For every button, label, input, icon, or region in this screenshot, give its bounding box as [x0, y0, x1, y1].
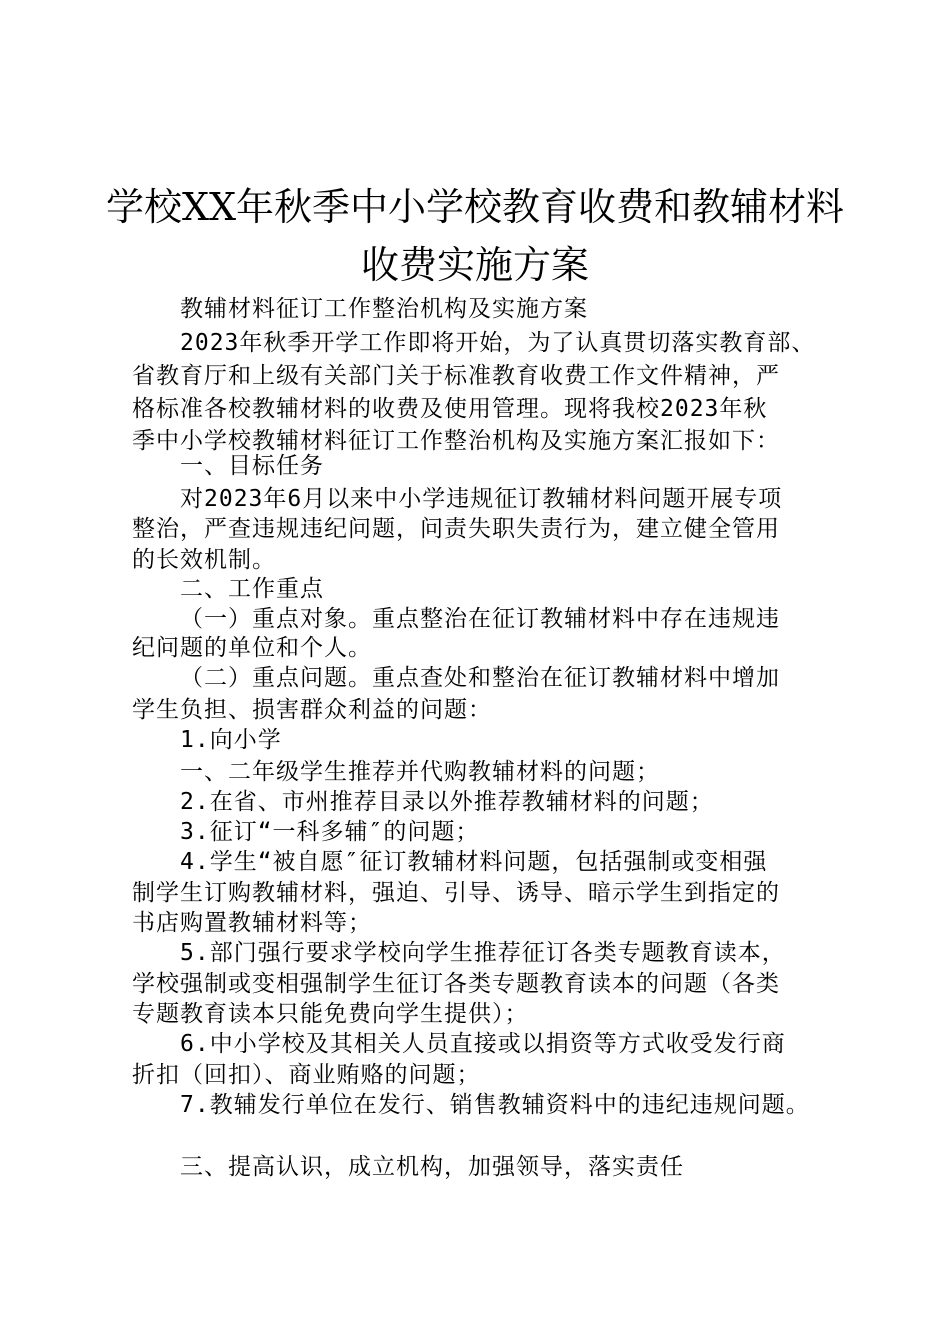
- list-item: 6.中小学校及其相关人员直接或以捐资等方式收受发行商: [180, 1031, 786, 1057]
- paragraph-line: （二）重点问题。重点查处和整治在征订教辅材料中增加: [180, 665, 780, 691]
- paragraph-line: 纪问题的单位和个人。: [132, 635, 372, 661]
- paragraph-line: 2023年秋季开学工作即将开始，为了认真贯切落实教育部、: [180, 330, 816, 356]
- subtitle-line: 教辅材料征订工作整治机构及实施方案: [180, 296, 588, 322]
- list-item: 7.教辅发行单位在发行、销售教辅资料中的违纪违规问题。: [180, 1092, 810, 1118]
- paragraph-line: 的长效机制。: [132, 547, 276, 573]
- paragraph-line: 省教育厅和上级有关部门关于标准教育收费工作文件精神，严: [132, 363, 780, 389]
- section-heading: 三、提高认识，成立机构，加强领导，落实责任: [180, 1154, 684, 1180]
- list-item: 2.在省、市州推荐目录以外推荐教辅材料的问题；: [180, 789, 714, 815]
- list-item: 书店购置教辅材料等；: [132, 910, 372, 936]
- paragraph-line: 季中小学校教辅材料征订工作整治机构及实施方案汇报如下：: [132, 428, 780, 454]
- list-item: 学校强制或变相强制学生征订各类专题教育读本的问题（各类: [132, 971, 780, 997]
- section-heading: 二、工作重点: [180, 576, 324, 602]
- list-item: 4.学生“被自愿″征订教辅材料问题，包括强制或变相强: [180, 849, 768, 875]
- document-title-line-2: 收费实施方案: [360, 243, 589, 287]
- paragraph-line: 整治，严查违规违纪问题，问责失职失责行为，建立健全管用: [132, 516, 780, 542]
- list-item: 折扣（回扣）、商业贿赂的问题；: [132, 1062, 481, 1088]
- paragraph-line: 学生负担、损害群众利益的问题：: [132, 697, 492, 723]
- list-item: 专题教育读本只能免费向学生提供）；: [132, 1001, 529, 1027]
- paragraph-line: （一）重点对象。重点整治在征订教辅材料中存在违规违: [180, 606, 780, 632]
- paragraph-line: 格标准各校教辅材料的收费及使用管理。现将我校2023年秋: [132, 396, 768, 422]
- document-title-line-1: 学校XX年秋季中小学校教育收费和教辅材料: [105, 185, 845, 229]
- list-item: 一、二年级学生推荐并代购教辅材料的问题；: [180, 759, 660, 785]
- list-item: 制学生订购教辅材料，强迫、引导、诱导、暗示学生到指定的: [132, 880, 780, 906]
- list-item: 1.向小学: [180, 727, 282, 753]
- paragraph-line: 对2023年6月以来中小学违规征订教辅材料问题开展专项: [180, 486, 783, 512]
- section-heading: 一、目标任务: [180, 453, 324, 479]
- list-item: 3.征订“一科多辅″的问题；: [180, 819, 480, 845]
- list-item: 5.部门强行要求学校向学生推荐征订各类专题教育读本，: [180, 940, 786, 966]
